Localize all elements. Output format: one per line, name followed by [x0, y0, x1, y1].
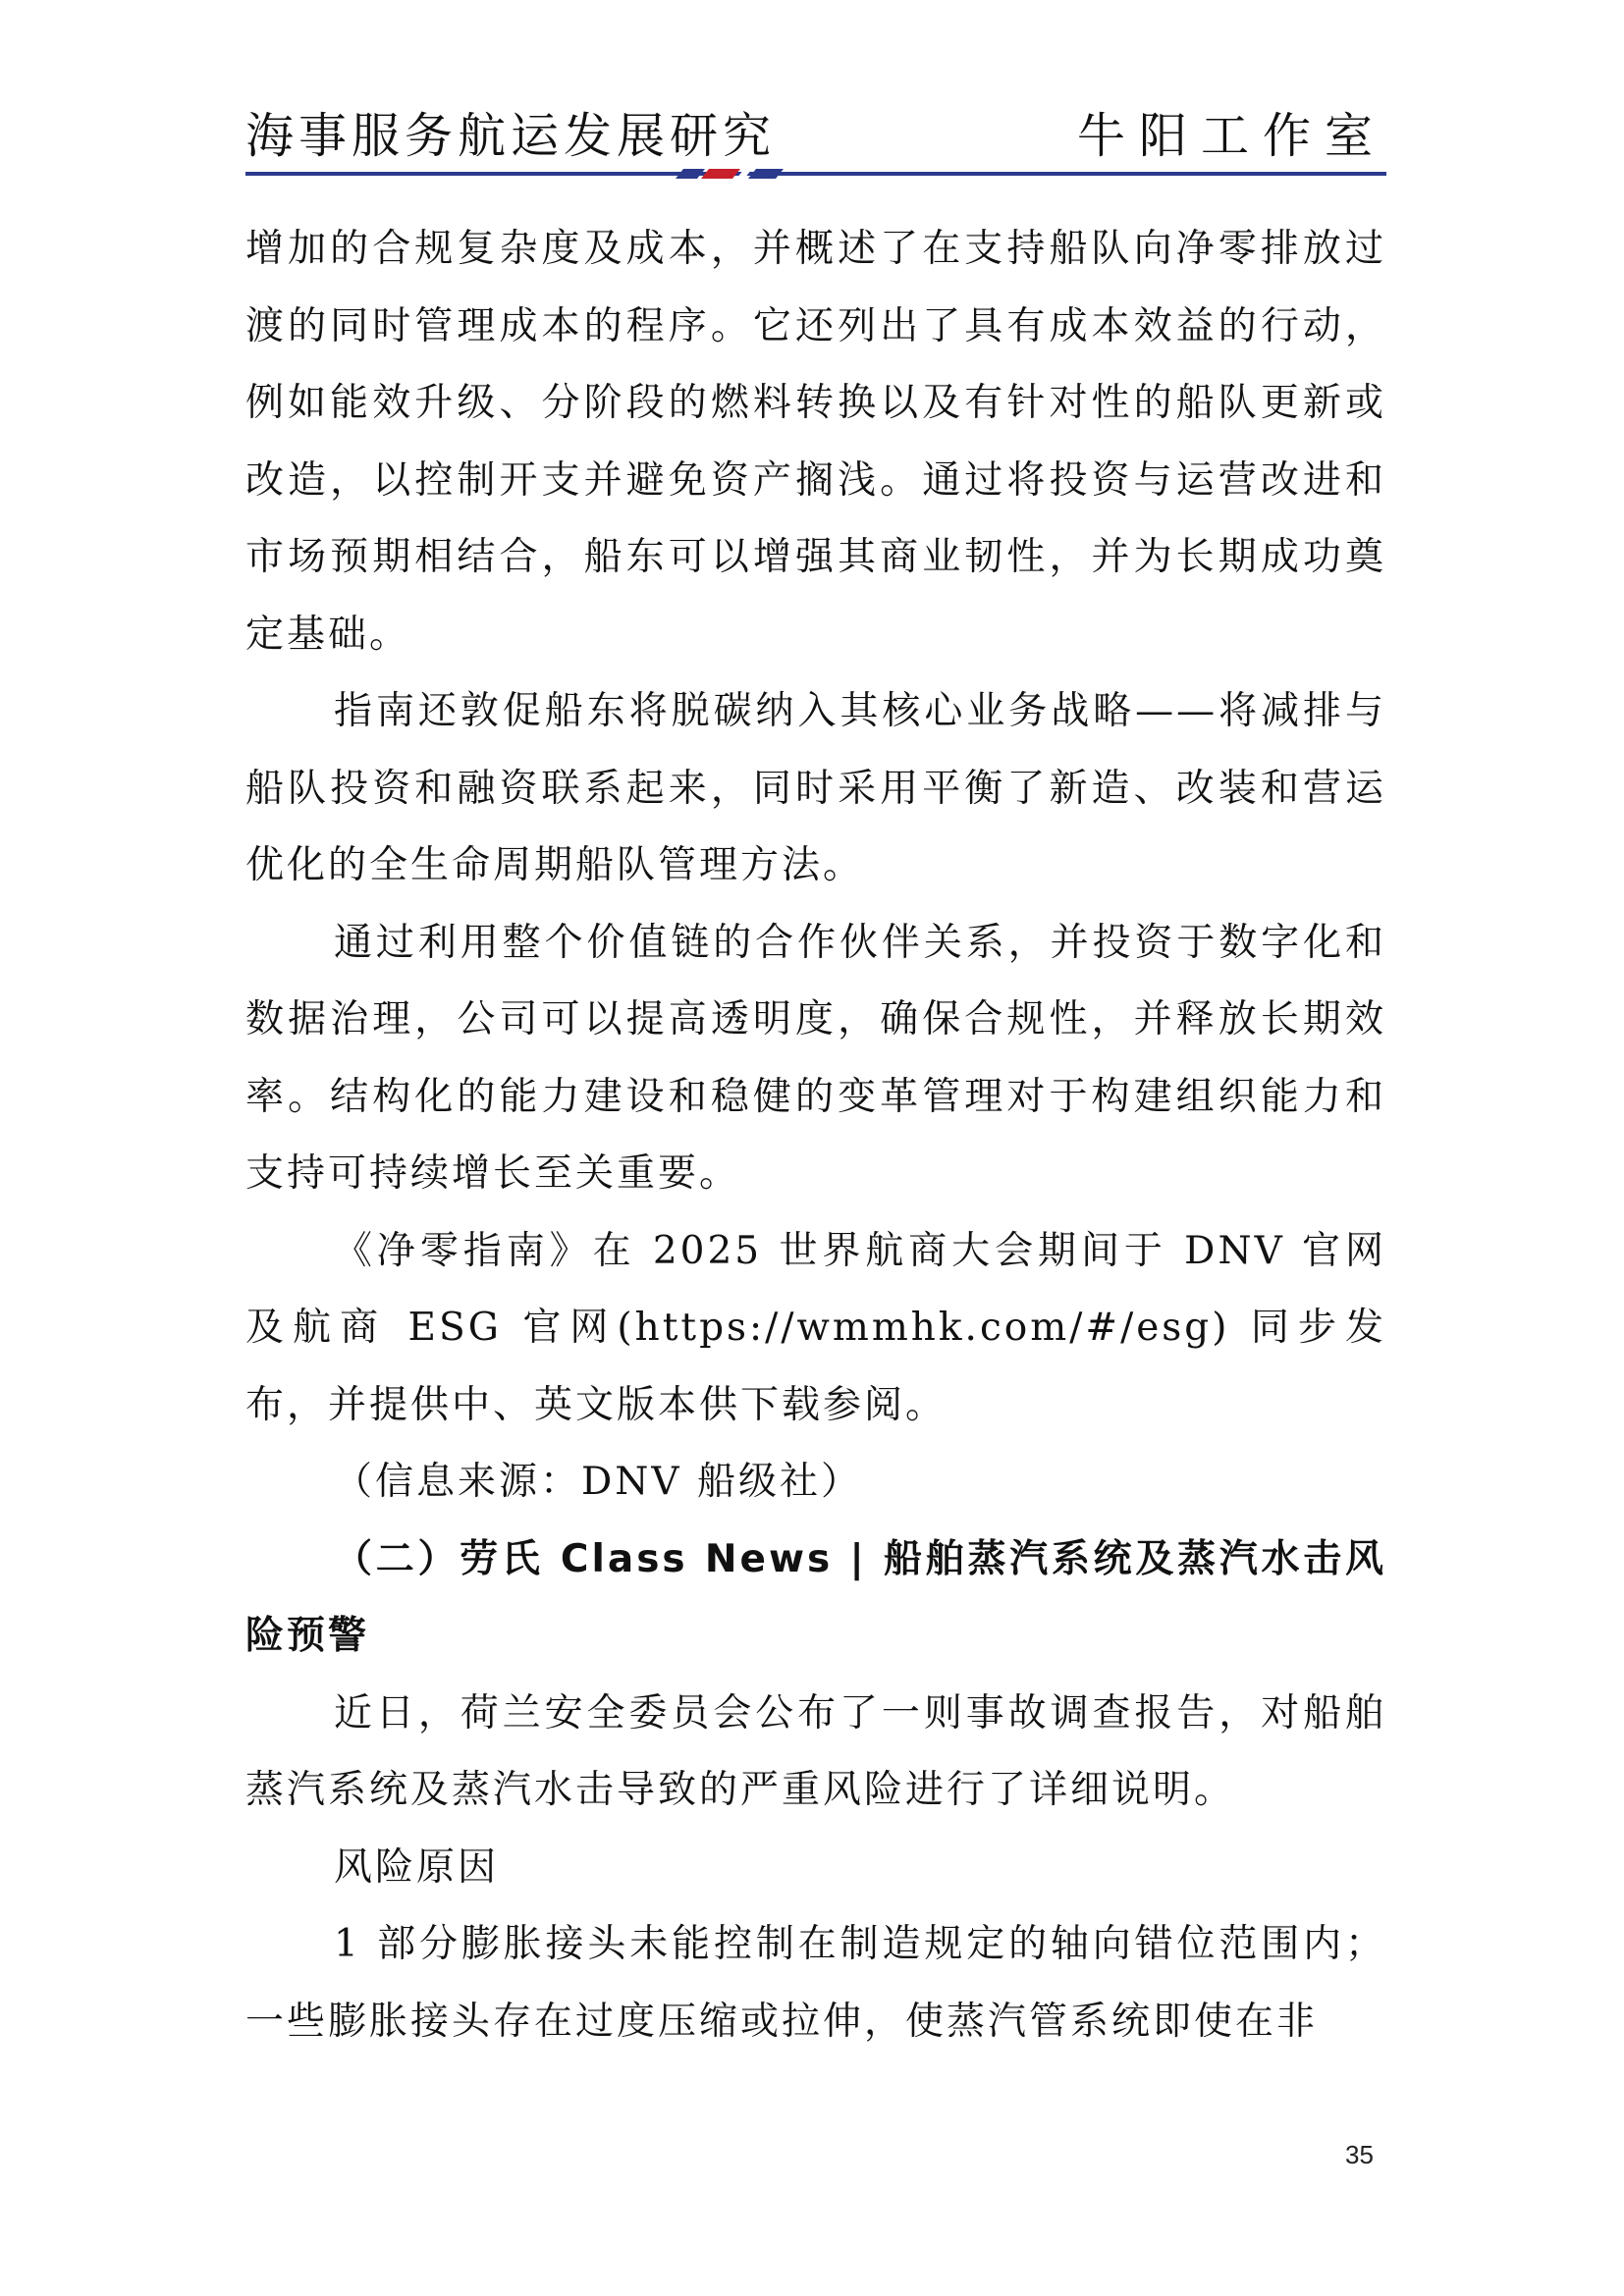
paragraph-incident-report: 近日，荷兰安全委员会公布了一则事故调查报告，对船舶蒸汽系统及蒸汽水击导致的严重风险进行了详细说明。 — [245, 1690, 1386, 1812]
header-rule-line — [245, 172, 1386, 176]
header-right-title: 牛阳工作室 — [1076, 108, 1386, 164]
header-rule-accent — [676, 169, 784, 179]
page-number: 35 — [1345, 2140, 1374, 2169]
header-left-title: 海事服务航运发展研究 — [245, 108, 777, 164]
paragraph-cost-actions: 增加的合规复杂度及成本，并概述了在支持船队向净零排放过渡的同时管理成本的程序。它还列出了具有成本效益的行动，例如能效升级、分阶段的燃料转换以及有针对性的船队更新或改造，以控制开支并避免资产搁浅。通过将投资与运营改进和市场预期相结合，船东可以增强其商业韧性，并为长期成功奠定基础。 — [245, 227, 1386, 657]
paragraph-source: （信息来源：DNV 船级社） — [334, 1460, 862, 1504]
paragraph-risk-cause-1: 1 部分膨胀接头未能控制在制造规定的轴向错位范围内；一些膨胀接头存在过度压缩或拉伸，使蒸汽管系统即使在非 — [245, 1922, 1386, 2044]
paragraph-value-chain: 通过利用整个价值链的合作伙伴关系，并投资于数字化和数据治理，公司可以提高透明度，确保合规性，并释放长期效率。结构化的能力建设和稳健的变革管理对于构建组织能力和支持可持续增长至关重要。 — [245, 920, 1386, 1196]
paragraph-risk-causes-title: 风险原因 — [334, 1844, 500, 1890]
paragraph-decarbonization-strategy: 指南还敦促船东将脱碳纳入其核心业务战略——将减排与船队投资和融资联系起来，同时采用平衡了新造、改装和营运优化的全生命周期船队管理方法。 — [245, 689, 1386, 887]
body-content — [245, 211, 1386, 2060]
header-rule — [245, 169, 1386, 175]
section-heading: （二）劳氏 Class News | 船舶蒸汽系统及蒸汽水击风险预警 — [245, 1536, 1386, 1658]
paragraph-guide-release: 《净零指南》在 2025 世界航商大会期间于 DNV 官网及航商 ESG 官网(https://wmmhk.com/#/esg) 同步发布，并提供中、英文版本供下载参阅。 — [245, 1228, 1386, 1427]
